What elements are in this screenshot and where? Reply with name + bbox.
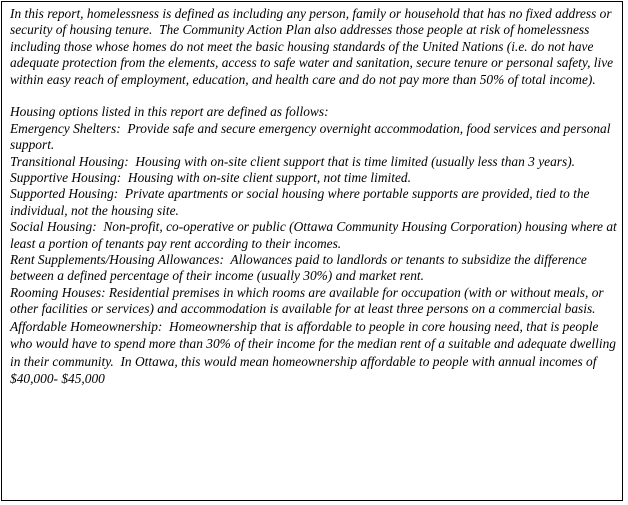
definition-supportive-housing: Supportive Housing: Housing with on-site client support, not time limited. [10,170,411,186]
definition-affordable-homeownership: Affordable Homeownership: Homeownership that is affordable to people in core housing need, that is people who would have to spend more than 30% of their income for the median rent of a suitable and adequate dwelling in their community. In Ottawa, this would mean homeownership affordable to people with annual incomes of $40,000- $45,000 [10,318,620,387]
definition-emergency-shelters: Emergency Shelters: Provide safe and secure emergency overnight accommodation, food services and personal support. [10,120,614,153]
definition-rent-supplements: Rent Supplements/Housing Allowances: Allowances paid to landlords or tenants to subsidize the difference between a defined percentage of their income (usually 30%) and market rent. [10,252,591,284]
definition-rooming-houses: Rooming Houses: Residential premises in which rooms are available for occupation (with or without meals, or other facilities or services) and accommodation is available for at least three persons on a commercial basis. [10,284,607,317]
text-box-content [10,6,621,388]
definition-supported-housing: Supported Housing: Private apartments or social housing where portable supports are provided, tied to the individual, not the housing site. [10,186,593,218]
definition-social-housing: Social Housing: Non-profit, co-operative or public (Ottawa Community Housing Corporation) housing where at least a portion of tenants pay rent according to their incomes. [10,219,621,251]
definition-transitional-housing: Transitional Housing: Housing with on-site client support that is time limited (usually less than 3 years). [10,153,576,169]
options-heading: Housing options listed in this report are defined as follows: [10,104,329,120]
intro-paragraph: In this report, homelessness is defined as including any person, family or household that has no fixed address or security of housing tenure. The Community Action Plan also addresses those people at risk of homelessness including those whose homes do not meet the basic housing standards of the United Nations (i.e. do not have adequate protection from the elements, access to safe water and sanitation, secure tenure or personal safety, live within easy reach of employment, education, and health care and do not pay more than 50% of total income). [10,6,617,87]
paragraph-spacer [10,88,618,104]
text-box-frame [1,1,623,501]
